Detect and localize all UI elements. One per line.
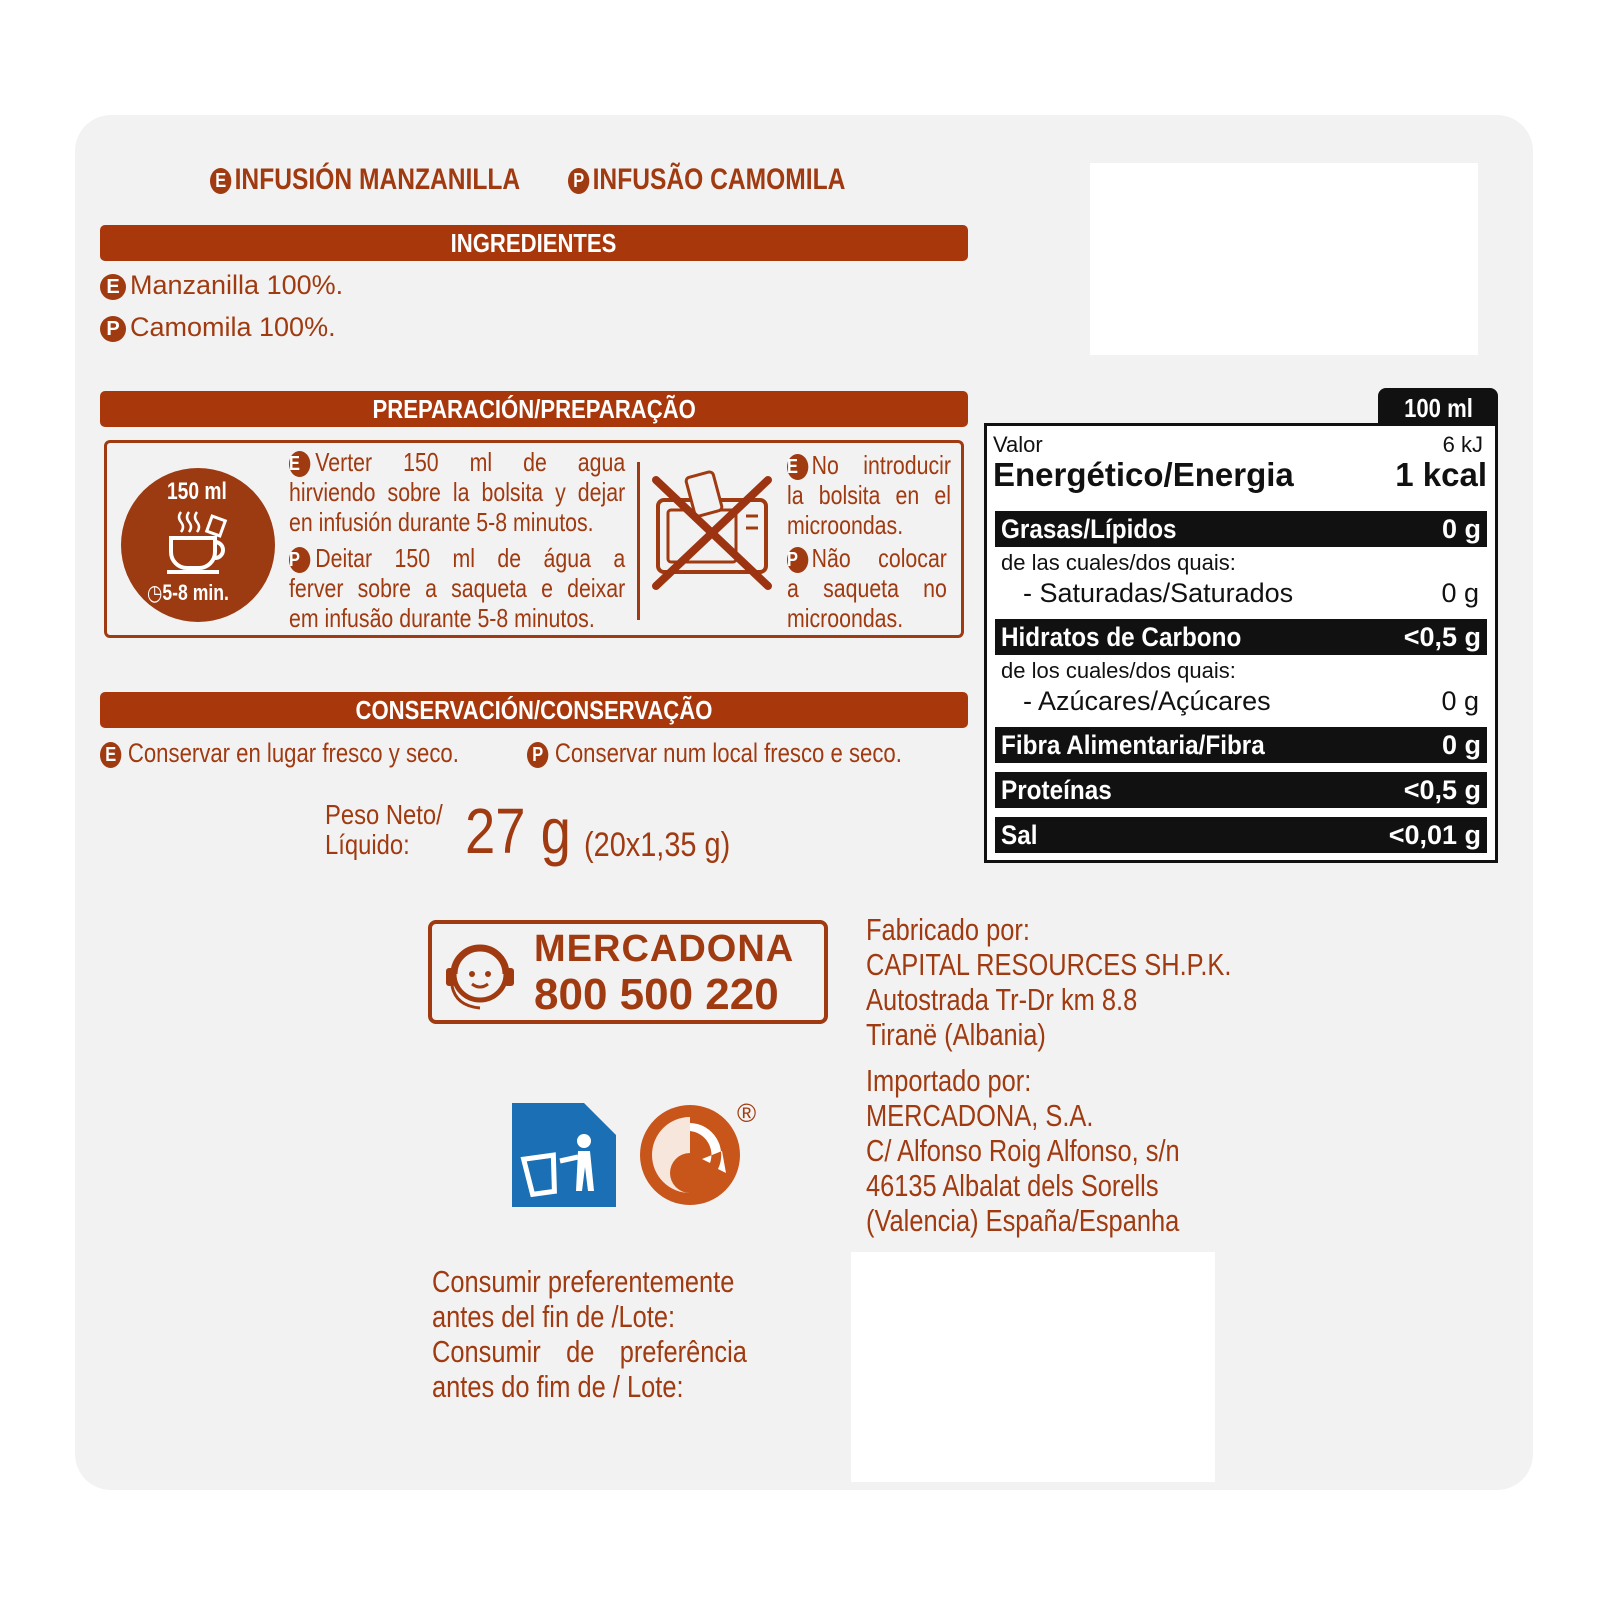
spanish-badge-icon: E [787,454,808,480]
nutrition-energy-label: Energético/Energia [993,456,1294,493]
micro-pt-line3: microondas. [787,603,904,634]
net-weight-label [325,800,443,860]
conservation-es-text: Conservar en lugar fresco y seco. [127,738,459,768]
importer-block [866,1063,1180,1238]
ingredients-es [100,270,343,301]
nutrition-saturated-label: - Saturadas/Saturados [1023,578,1294,608]
prep-pt-line2: ferver sobre a saqueta e deixar [289,573,626,604]
nutrition-per-tab: 100 ml [1378,388,1498,426]
cup-icon-time [147,580,229,606]
customer-service-phone[interactable]: 800 500 220 [534,970,779,1019]
product-title-es [210,163,520,197]
prep-es-line2: hirviendo sobre la bolsita y dejar [289,477,626,508]
micro-es-text [787,450,987,540]
spanish-badge-icon: E [100,742,121,768]
nutrition-row-carbs: Hidratos de Carbono <0,5 g [995,619,1487,655]
preparation-header-text: PREPARACIÓN/PREPARAÇÃO [372,394,696,424]
conservation-es [100,738,459,769]
net-weight-detail: (20x1,35 g) [584,826,731,864]
manufacturer-line2: CAPITAL RESOURCES SH.P.K. [866,947,1232,982]
manufacturer-line3: Autostrada Tr-Dr km 8.8 [866,982,1138,1017]
best-before-pt-line2: antes do fim de / Lote: [432,1369,684,1404]
importer-line1: Importado por: [866,1063,1032,1098]
no-microwave-icon [650,470,775,592]
preparation-pt-text [289,543,625,633]
cup-icon-volume: 150 ml [167,478,227,505]
spanish-badge-icon: E [289,451,310,477]
micro-pt-line2: a saqueta no [787,573,947,604]
portuguese-badge-icon: P [289,547,310,573]
importer-line3: C/ Alfonso Roig Alfonso, s/n [866,1133,1180,1168]
net-weight-label-line2: Líquido: [325,829,410,860]
portuguese-badge-icon: P [787,547,808,573]
prep-es-line1: E Verter 150 ml de agua [289,447,626,477]
portuguese-badge-icon: P [527,742,548,768]
best-before-pt-line1: Consumir de preferência [432,1334,747,1369]
nutrition-fat-sub-label: de las cuales/dos quais: [1001,550,1236,575]
best-before-es-line2: antes del fin de /Lote: [432,1299,676,1334]
portuguese-badge-icon: P [568,168,589,194]
preparation-divider [637,462,640,620]
micro-pt-text [787,543,982,633]
green-dot-icon [638,1103,748,1207]
recycle-bin-icon [512,1103,616,1207]
best-before-es-line1: Consumir preferentemente [432,1264,735,1299]
spanish-badge-icon: E [100,274,126,300]
ingredients-es-text: Manzanilla 100%. [130,270,344,300]
importer-line2: MERCADONA, S.A. [866,1098,1094,1133]
ingredients-header [100,225,968,261]
blank-barcode-area [1090,163,1478,355]
nutrition-kcal: 1 kcal [1395,456,1487,493]
cup-icon-time-text: 5-8 min. [162,580,229,605]
nutrition-row-salt: Sal <0,01 g [995,817,1487,853]
micro-es-line1: E No introducir [787,450,951,480]
nutrition-sugars-label: - Azúcares/Açúcares [1023,686,1271,716]
preparation-es-text [289,447,625,537]
product-title-es-text: INFUSIÓN MANZANILLA [234,163,521,196]
nutrition-kj: 6 kJ [1442,432,1483,457]
nutrition-sugars-value: 0 g [1441,686,1479,716]
spanish-badge-icon: E [210,168,231,194]
nutrition-saturated-value: 0 g [1441,578,1479,608]
best-before-block [432,1264,816,1404]
nutrition-row-protein: Proteínas <0,5 g [995,772,1487,808]
prep-es-line3: en infusión durante 5-8 minutos. [289,507,594,538]
micro-es-line2: la bolsita en el [787,480,951,511]
preparation-header [100,391,968,427]
blank-lot-area [851,1252,1215,1482]
nutrition-carbs-sub-label: de los cuales/dos quais: [1001,658,1236,683]
preparation-cup-icon [121,468,275,622]
customer-service-box [428,920,828,1024]
portuguese-badge-icon: P [100,316,126,342]
mercadona-brand: MERCADONA [534,928,795,970]
operator-headset-icon [442,938,522,1012]
ingredients-header-text: INGREDIENTES [451,228,617,258]
net-weight-label-line1: Peso Neto/ [325,799,443,830]
micro-pt-line1: P Não colocar [787,543,947,573]
tea-cup-icon [163,508,235,578]
importer-line4: 46135 Albalat dels Sorells [866,1168,1159,1203]
product-title-pt [568,163,845,197]
conservation-pt-text: Conservar num local fresco e seco. [554,738,902,768]
prep-pt-line3: em infusão durante 5-8 minutos. [289,603,595,634]
nutrition-valor: Valor [993,432,1043,457]
micro-es-line3: microondas. [787,510,904,541]
nutrition-row-fat: Grasas/Lípidos 0 g [995,511,1487,547]
product-title-pt-text: INFUSÃO CAMOMILA [592,163,846,196]
clock-icon: ◷ [147,580,163,605]
conservation-header [100,692,968,728]
nutrition-row-fibre: Fibra Alimentaria/Fibra 0 g [995,727,1487,763]
manufacturer-line1: Fabricado por: [866,912,1030,947]
registered-mark: ® [737,1098,757,1128]
manufacturer-block [866,912,1231,1052]
nutrition-table [984,423,1498,863]
conservation-pt [527,738,902,769]
conservation-header-text: CONSERVACIÓN/CONSERVAÇÃO [355,695,713,725]
prep-pt-line1: P Deitar 150 ml de água a [289,543,626,573]
manufacturer-line4: Tiranë (Albania) [866,1017,1046,1052]
net-weight-value: 27 g [465,795,571,867]
ingredients-pt-text: Camomila 100%. [130,312,336,342]
ingredients-pt [100,312,336,343]
importer-line5: (Valencia) España/Espanha [866,1203,1180,1238]
